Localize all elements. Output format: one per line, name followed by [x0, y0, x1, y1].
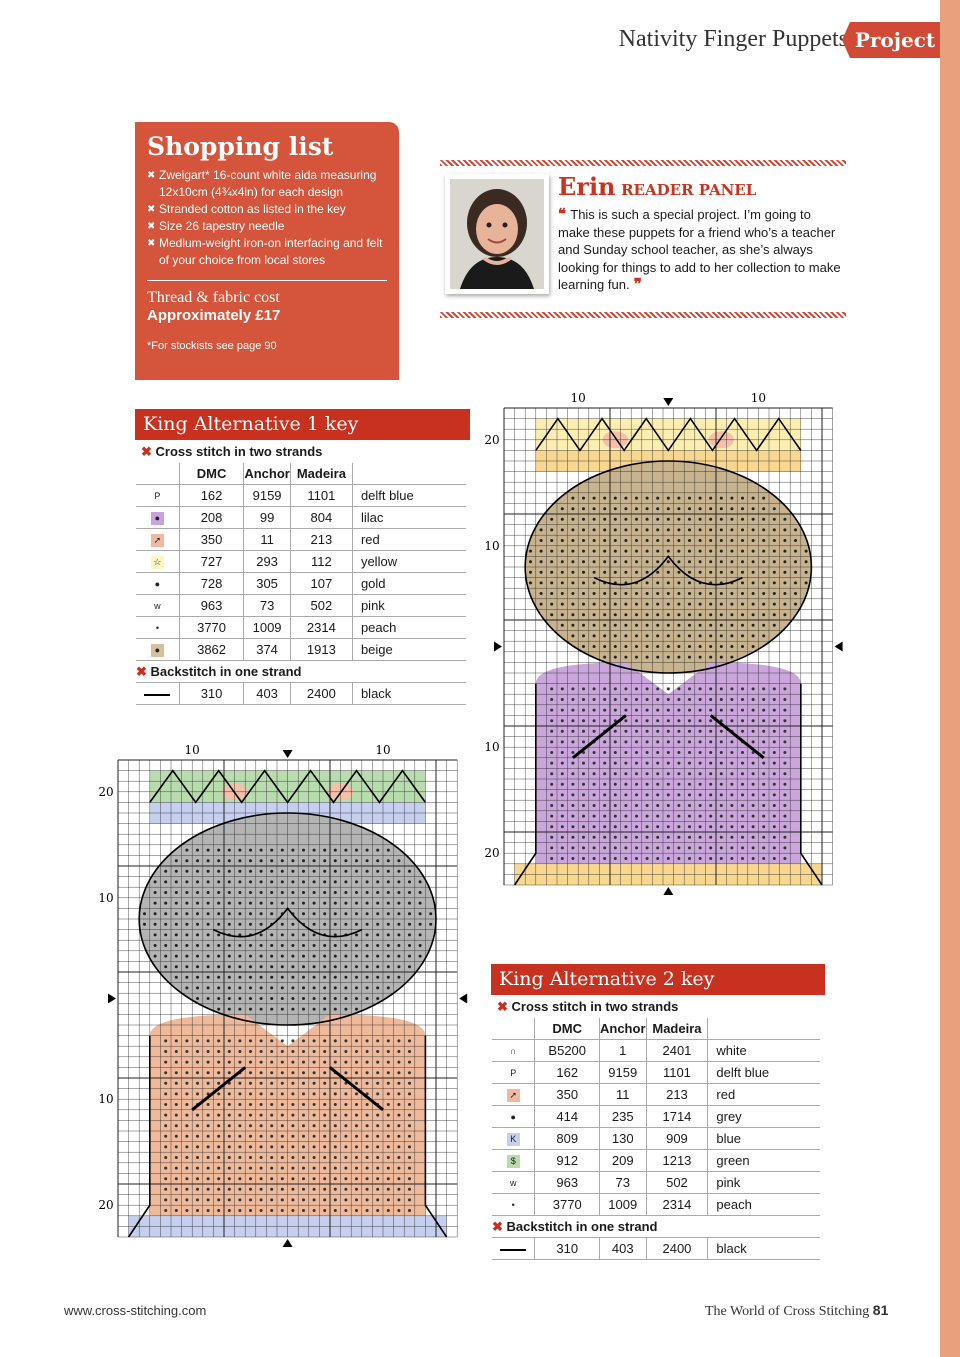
symbol-icon: •: [507, 1199, 520, 1212]
symbol-icon: ●: [151, 644, 164, 657]
top-count-label: 10: [184, 743, 200, 757]
symbol-icon: w: [151, 600, 164, 613]
symbol-icon: ➚: [507, 1089, 520, 1102]
table-row: ∩ B5200 1 2401 white: [492, 1040, 820, 1062]
shopping-list-box: [135, 122, 399, 380]
side-count-label: 10: [484, 740, 500, 755]
list-item: ✖ Stranded cotton as listed in the key: [147, 201, 387, 218]
header-title: Nativity Finger Puppets: [618, 26, 848, 52]
symbol-icon: P: [507, 1067, 520, 1080]
zigzag-border: [440, 312, 846, 318]
stockists-note: *For stockists see page 90: [147, 340, 277, 352]
center-arrow-icon: [283, 1239, 293, 1247]
king-alternative-2-chart: [96, 738, 476, 1263]
center-arrow-icon: [663, 398, 673, 406]
shopping-list-items: [147, 167, 387, 269]
king-alternative-1-chart: [482, 386, 862, 916]
footer-url[interactable]: www.cross-stitching.com: [64, 1303, 207, 1318]
top-count-label: 10: [750, 391, 767, 405]
magazine-name: The World of Cross Stitching: [705, 1304, 870, 1319]
side-count-label: 20: [98, 784, 114, 799]
side-count-label: 20: [98, 1198, 114, 1213]
list-item: ✖ Size 26 tapestry needle: [147, 218, 387, 235]
center-arrow-icon: [108, 994, 116, 1004]
symbol-icon: •: [151, 622, 164, 635]
table-row: ● 208 99 804 lilac: [136, 507, 466, 529]
divider: [147, 280, 387, 281]
table-row: 310 403 2400 black: [492, 1238, 820, 1260]
symbol-icon: w: [507, 1177, 520, 1190]
table-row: ☆ 727 293 112 yellow: [136, 551, 466, 573]
quote-text: This is such a special project. I’m going to make these puppets for a friend who’s a teacher and Sunday school teacher, as she’s always looking for things to add to her collection to make learning fun.: [558, 207, 841, 292]
cost-value: Approximately £17: [147, 307, 281, 324]
reader-panel-label: READER PANEL: [621, 181, 757, 199]
table-row: ➚ 350 11 213 red: [136, 529, 466, 551]
top-count-label: 10: [570, 391, 586, 405]
footer-magazine: [705, 1302, 888, 1320]
reader-quote: ❝ This is such a special project. I’m going to make these puppets for a friend who’s a teacher and Sunday school teacher, as she’s always looking for things to add to her collection to make learning fun. ❞: [558, 206, 841, 293]
key1-table: DMC Anchor Madeira P 162 9159 1101 delft blue ● 208 99 804 lilac ➚ 350 11 213 red ☆ 727 293 112 yellow ● 728 305 107 gold w 963 73 502 pink • 3770 1009 2314 peach ● 3862 374 1913 beige ✖ Backstitch in one strand 310 403 2400 black: [136, 463, 466, 705]
symbol-icon: ☆: [151, 556, 164, 569]
symbol-icon: $: [507, 1155, 520, 1168]
symbol-icon: K: [507, 1133, 520, 1146]
table-row: • 3770 1009 2314 peach: [136, 617, 466, 639]
table-row: $ 912 209 1213 green: [492, 1150, 820, 1172]
center-arrow-icon: [283, 750, 293, 758]
table-row: P 162 9159 1101 delft blue: [136, 485, 466, 507]
table-row: P 162 9159 1101 delft blue: [492, 1062, 820, 1084]
table-row: • 3770 1009 2314 peach: [492, 1194, 820, 1216]
list-item: ✖ Medium-weight iron-on interfacing and felt of your choice from local stores: [147, 235, 387, 269]
center-arrow-icon: [663, 887, 673, 895]
portrait-icon: [450, 179, 544, 289]
side-count-label: 10: [98, 890, 114, 905]
symbol-icon: ●: [151, 512, 164, 525]
symbol-icon: ➚: [151, 534, 164, 547]
cost-label: Thread & fabric cost: [147, 289, 280, 306]
table-row: ● 3862 374 1913 beige: [136, 639, 466, 661]
key2-cross-label: ✖ Cross stitch in two strands: [497, 999, 678, 1015]
symbol-icon: P: [151, 490, 164, 503]
table-row: ● 728 305 107 gold: [136, 573, 466, 595]
center-arrow-icon: [494, 642, 502, 652]
shopping-list-title: Shopping list: [147, 132, 334, 161]
table-row: K 809 130 909 blue: [492, 1128, 820, 1150]
side-count-label: 10: [484, 538, 500, 553]
reader-photo: [445, 174, 549, 294]
key2-title: King Alternative 2 key: [491, 964, 825, 995]
key1-cross-label: ✖ Cross stitch in two strands: [141, 444, 322, 460]
center-arrow-icon: [459, 994, 467, 1004]
top-count-label: 10: [375, 743, 391, 757]
list-item: ✖ Zweigart* 16-count white aida measuring 12x10cm (4¾x4in) for each design: [147, 167, 387, 201]
side-count-label: 10: [98, 1092, 114, 1107]
backstitch-line-icon: [144, 694, 170, 696]
key2-table: DMC Anchor Madeira ∩ B5200 1 2401 white P 162 9159 1101 delft blue ➚ 350 11 213 red ● 414 235 1714 grey K 809 130 909 blue $ 912 209 1213 green w 963 73 502 pink • 3770 1009 2314 peach ✖ Backstitch in one strand 310 403 2400 black: [492, 1018, 820, 1260]
backstitch-line-icon: [500, 1249, 526, 1251]
page-number: 81: [872, 1302, 889, 1318]
table-row: ● 414 235 1714 grey: [492, 1106, 820, 1128]
side-count-label: 20: [484, 432, 500, 447]
zigzag-border: [440, 160, 846, 166]
side-count-label: 20: [484, 846, 500, 861]
symbol-icon: ●: [507, 1111, 520, 1124]
key1-title: King Alternative 1 key: [135, 409, 470, 440]
table-row: 310 403 2400 black: [136, 683, 466, 705]
reader-name: [558, 172, 756, 201]
table-row: w 963 73 502 pink: [492, 1172, 820, 1194]
table-row: w 963 73 502 pink: [136, 595, 466, 617]
symbol-icon: ●: [151, 578, 164, 591]
table-row: ➚ 350 11 213 red: [492, 1084, 820, 1106]
reader-panel: [440, 160, 846, 318]
edge-stripe: [940, 0, 960, 1357]
header-tab: Project: [850, 22, 940, 58]
symbol-icon: ∩: [507, 1045, 520, 1058]
reader-first-name: Erin: [558, 172, 616, 201]
center-arrow-icon: [835, 642, 843, 652]
